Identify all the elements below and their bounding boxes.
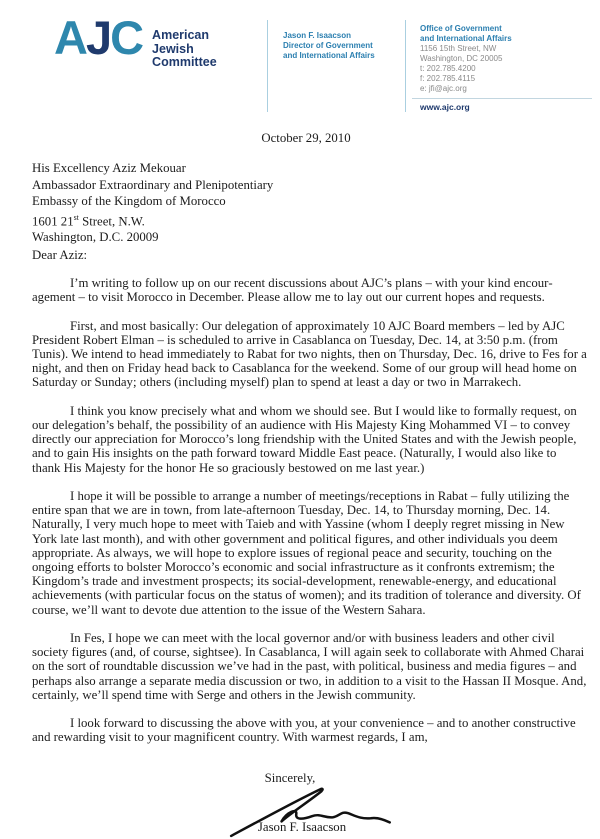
sender-name: Jason F. Isaacson: [283, 31, 352, 40]
recipient-name: His Excellency Aziz Mekouar: [32, 161, 186, 175]
office-phone: t: 202.785.4200: [420, 64, 476, 73]
office-street: 1156 15th Street, NW: [420, 44, 497, 53]
letter-date: October 29, 2010: [261, 131, 351, 145]
street-number: 1601 21: [32, 213, 74, 228]
sender-title-line-2: and International Affairs: [283, 51, 375, 60]
office-email: e: jfi@ajc.org: [420, 84, 467, 93]
paragraph-2: First, and most basically: Our delegation of approximately 10 AJC Board members – led by AJC President Robert Elman – is scheduled to arrive in Casablanca on Tuesday, Dec. 14, at 3:50 p.m. (from Tunis). We intend to head immediately to Rabat for two nights, then on Thursday, Dec. 16, drive to Fes for a night, and then on Friday head back to Casablanca for the weekend. Some of our group will head home on Saturday or Sunday; others (including myself) plan to spend at least a day or two in Marrakech.: [32, 318, 587, 390]
office-website: www.ajc.org: [420, 102, 470, 112]
paragraph-4: I hope it will be possible to arrange a number of meetings/receptions in Rabat – fully utilizing the entire span that we are in town, from late-afternoon Tuesday, Dec. 14, to Thursday morning, Dec. 14. Naturally, I very much hope to meet with Taieb and with Yassine (whom I deeply regret missing in New York late last month), and with other government and political figures, and other individuals you deem appropriate. As always, we will hope to explore issues of regional peace and security, touching on the ongoing efforts to bolster Morocco’s economic and social infrastructure as it confronts extremism; the Kingdom’s trade and investment prospects; its social-development, renewable-energy, and educational achievements (with particular focus on the status of women); and its tradition of tolerance and diversity. Of course, we’ll want to devote due attention to the issue of the Western Sahara.: [32, 489, 581, 617]
office-city: Washington, DC 20005: [420, 54, 503, 63]
office-fax: f: 202.785.4115: [420, 74, 476, 83]
org-name-line-1: American: [152, 28, 210, 42]
letter-body: [32, 276, 588, 759]
recipient-address: [32, 160, 273, 246]
office-block: [420, 24, 592, 112]
org-name-line-3: Committee: [152, 55, 217, 69]
recipient-city: Washington, D.C. 20009: [32, 230, 159, 245]
ajc-logo-letters: [54, 11, 143, 70]
office-dept-line-2: and International Affairs: [420, 34, 512, 43]
office-dept-line-1: Office of Government: [420, 24, 502, 33]
recipient-title: Ambassador Extraordinary and Plenipotentiary: [32, 177, 274, 192]
logo-letter-j: J: [85, 11, 111, 64]
ajc-logo: [54, 11, 217, 70]
recipient-street: [32, 210, 273, 230]
office-divider-rule: [412, 98, 592, 99]
paragraph-1: I’m writing to follow up on our recent discussions about AJC’s plans – with your kind encouragement – to visit Morocco in December. Please allow me to lay out our current hopes and requests.: [32, 276, 553, 305]
sender-block: [283, 31, 375, 61]
org-name: [152, 29, 217, 70]
logo-letter-a: A: [54, 11, 86, 64]
sender-title-line-1: Director of Government: [283, 41, 373, 50]
street-rest: Street, N.W.: [78, 213, 145, 228]
recipient-organization: Embassy of the Kingdom of Morocco: [32, 194, 226, 208]
paragraph-5: In Fes, I hope we can meet with the local governor and/or with business leaders and other civil society figures (and, of course, sightsee). In Casablanca, I will again seek to collaborate with Ahmed Charai on the sort of roundtable discussion we’ve had in the past, with political, business and media figures – and perhaps also arrange a separate media discussion or two, in addition to a visit to the Hassan II Mosque. And, certainly, we’ll spend time with Serge and others in the Jewish community.: [32, 631, 587, 702]
paragraph-6: I look forward to discussing the above with you, at your convenience – and to another constructive and rewarding visit to your magnificent country. With warmest regards, I am,: [32, 716, 576, 745]
street-ordinal: st: [73, 212, 79, 222]
logo-letter-c: C: [110, 11, 143, 64]
header-divider-2: [405, 20, 406, 112]
salutation: Dear Aziz:: [32, 248, 88, 262]
header-divider-1: [267, 20, 268, 112]
signature-name: Jason F. Isaacson: [257, 820, 347, 834]
org-name-line-2: Jewish: [152, 41, 194, 56]
valediction: Sincerely,: [264, 771, 316, 785]
paragraph-3: I think you know precisely what and whom we should see. But I would like to formally request, on our delegation’s behalf, the possibility of an audience with His Majesty King Mohammed VI – to convey directly our appreciation for Morocco’s long friendship with the United States and with the Jewish people, and to gain His insights on the path forward toward Middle East peace. (Naturally, I would also like to thank His Majesty for the honor He so graciously bestowed on me last year.): [32, 403, 577, 475]
